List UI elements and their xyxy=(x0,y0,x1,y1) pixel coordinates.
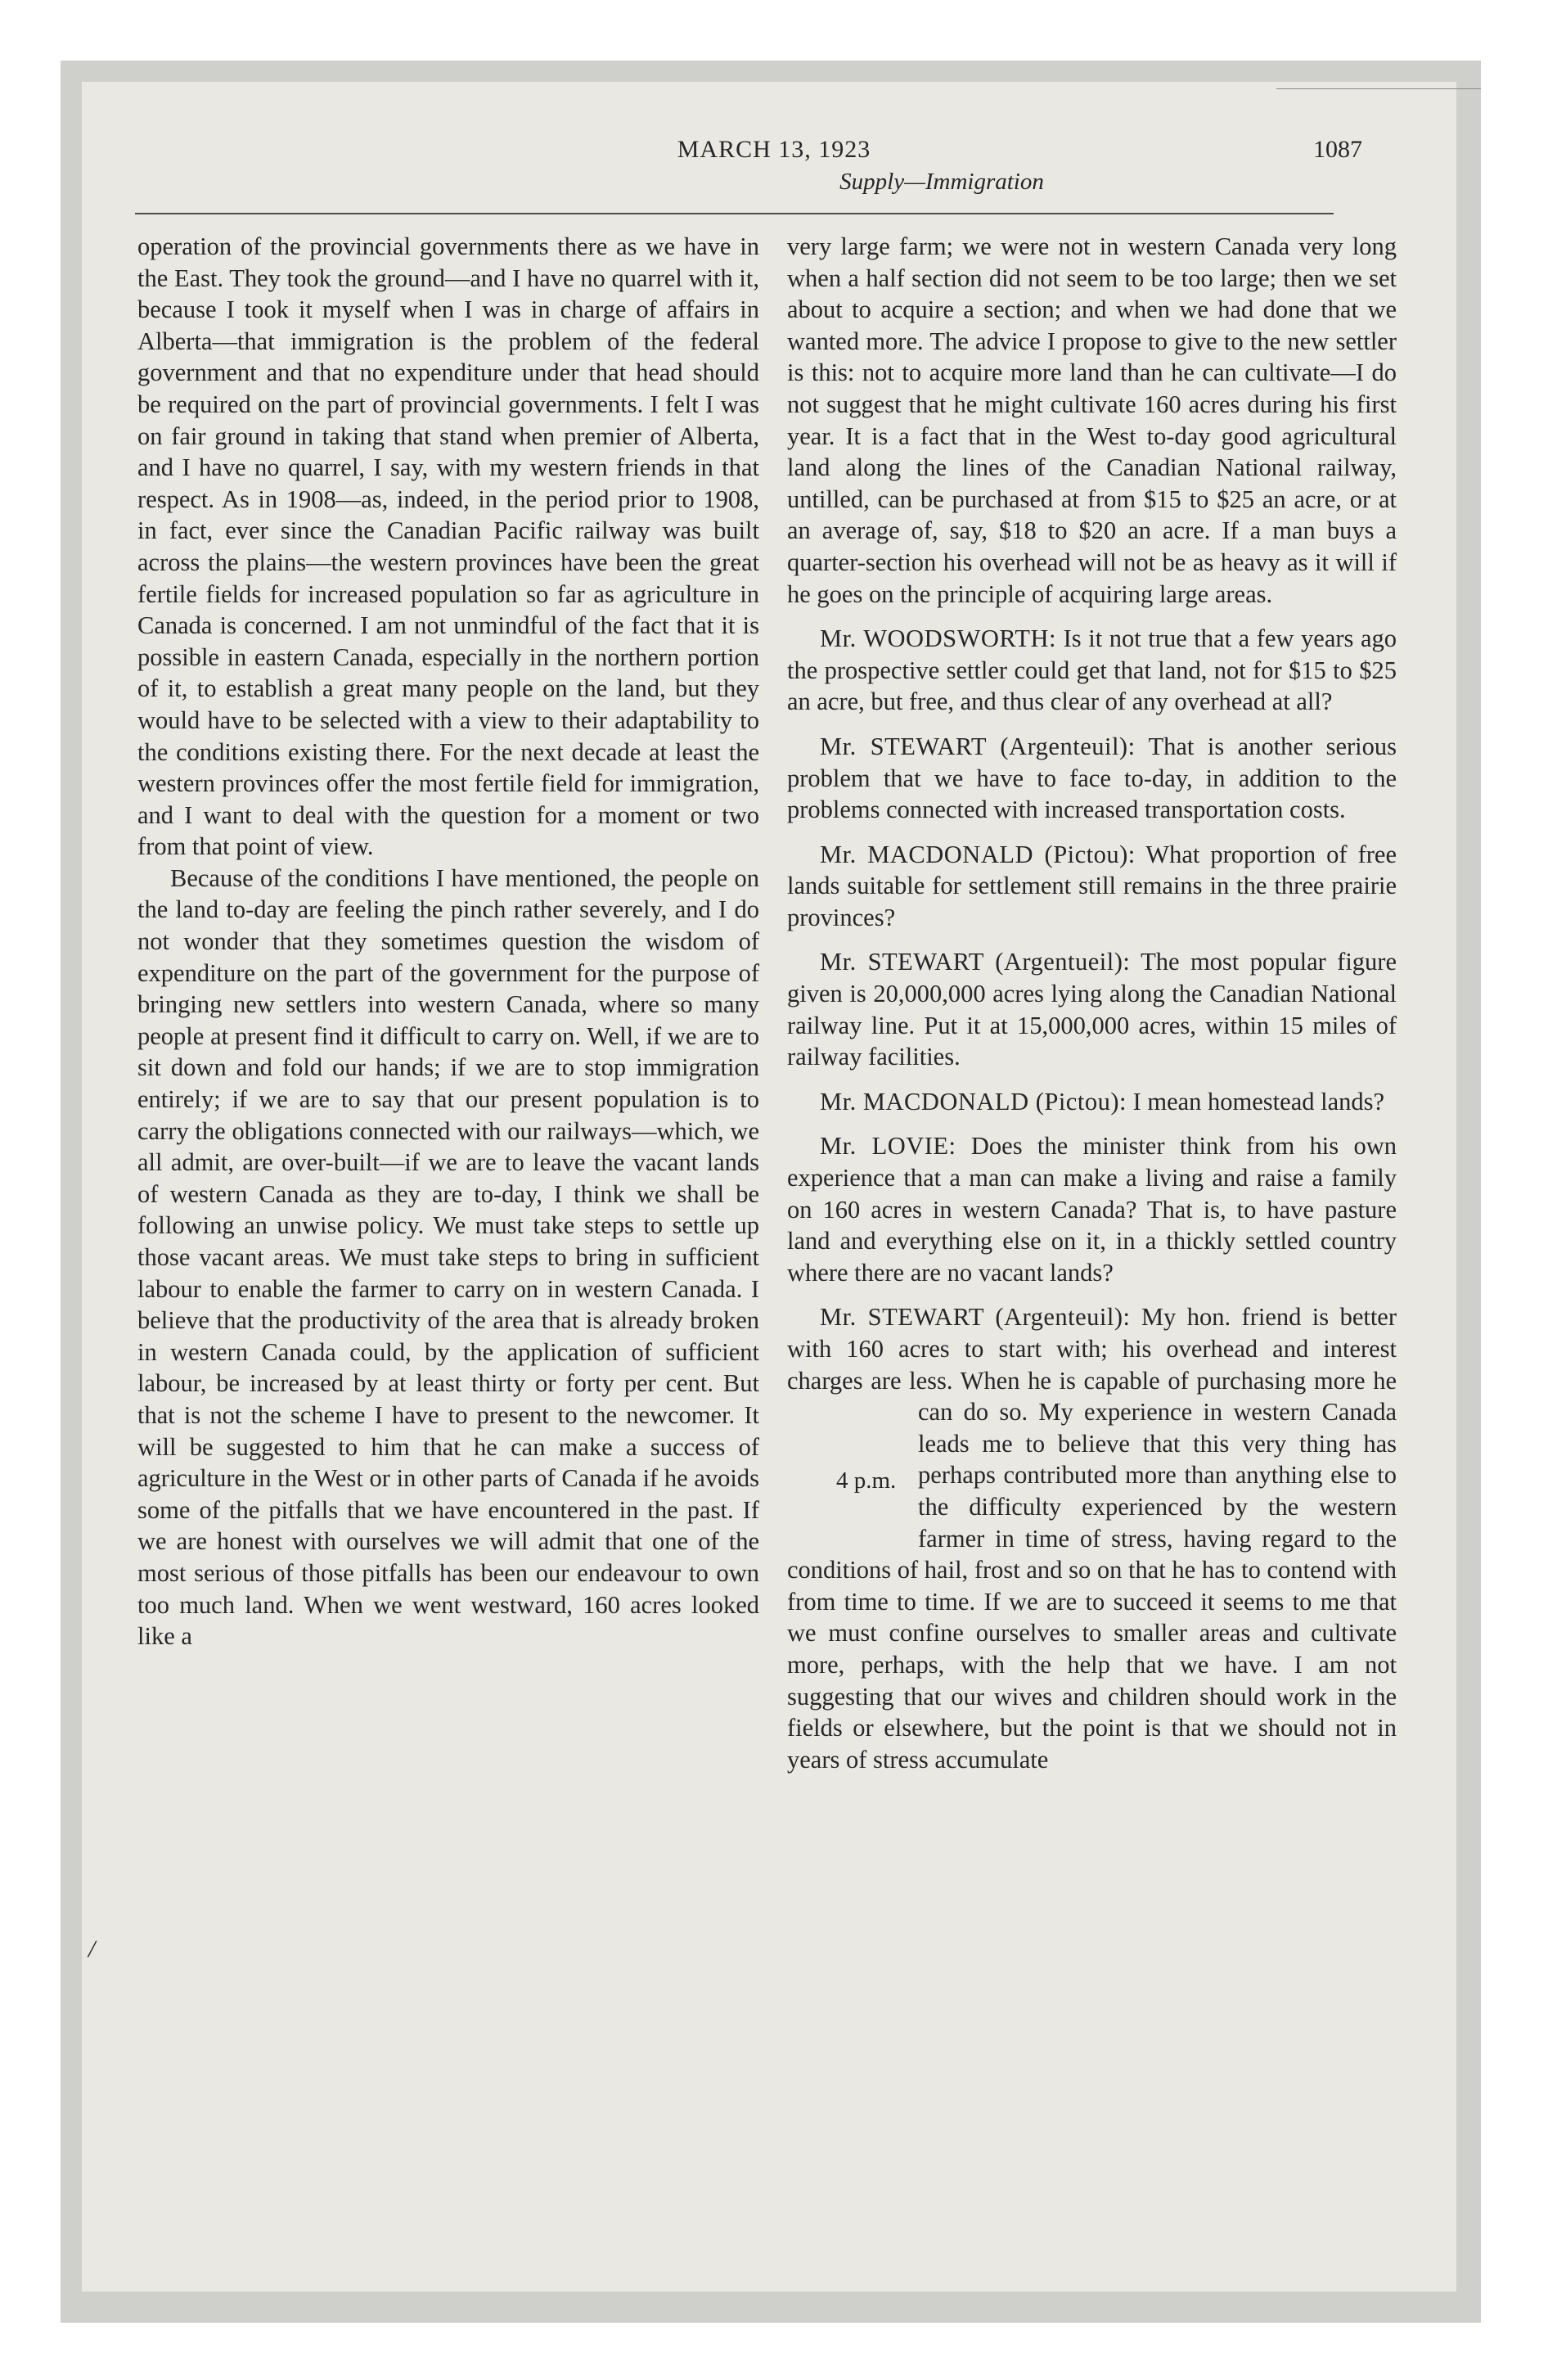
speaker-name: Mr. STEWART (Argentueil): xyxy=(820,948,1131,976)
speaker-name: Mr. LOVIE: xyxy=(820,1132,956,1161)
paragraph: operation of the provincial governments there as we have in the East. They took the ground—and I have no quarrel with it, because I took it myself when I was in charge of affairs in Alberta—that immigration is the problem of the federal government and that no expenditure under that head should be required on the part of provincial governments. I felt I was on fair ground in taking that stand when premier of Alberta, and I have no quarrel, I say, with my western friends in that respect. As in 1908—as, indeed, in the period prior to 1908, in fact, ever since the Canadian Pacific railway was built across the plains—the western provinces have been the great fertile fields for increased population so far as agriculture in Canada is concerned. I am not unmindful of the fact that it is possible in eastern Canada, especially in the northern portion of it, to establish a great many people on the land, but they would have to be selected with a view to their adaptability to the conditions existing there. For the next decade at least the western provinces offer the most fertile field for immigration, and I want to deal with the question for a moment or two from that point of view. xyxy=(137,232,759,861)
speech xyxy=(787,1301,1397,1775)
speech-text: The most popular figure given is 20,000,000 acres lying along the Canadian National railway line. Put it at 15,000,000 acres, within 15 miles of railway facilities. xyxy=(787,948,1397,1071)
paragraph: Because of the conditions I have mentioned, the people on the land to-day are feeling the pinch rather severely, and I do not wonder that they sometimes question the wisdom of expenditure on the part of the government for the purpose of bringing new settlers into western Canada, where so many people at present find it difficult to carry on. Well, if we are to sit down and fold our hands; if we are to stop immigration entirely; if we are to say that our present population is to carry the obligations connected with our railways—which, we all admit, are over-built—if we are to leave the vacant lands of western Canada as they are to-day, I think we shall be following an unwise policy. We must take steps to settle up those vacant areas. We must take steps to bring in sufficient labour to enable the farmer to carry on in western Canada. I believe that the productivity of the area that is already broken in western Canada could, by the application of sufficient labour, be increased by at least thirty or forty per cent. But that is not the scheme I have to present to the newcomer. It will be suggested to him that he can make a success of agriculture in the West or in other parts of Canada if he avoids some of the pitfalls that we have encountered in the past. If we are honest with ourselves we will admit that one of the most serious of those pitfalls has been our endeavour to own too much land. When we went westward, 160 acres looked like a xyxy=(137,863,759,1651)
speech-text: Is it not true that a few years ago the prospective settler could get that land, not for $15 to $25 an acre, but free, and thus clear of any overhead at all? xyxy=(787,624,1397,716)
speech-text: What proportion of free lands suitable for settlement still remains in the three prairie provinces? xyxy=(787,840,1397,931)
header-rule xyxy=(135,213,1334,214)
time-label: 4 p.m. xyxy=(836,1467,897,1494)
speaker-name: Mr. STEWART (Argenteuil): xyxy=(820,1303,1131,1332)
left-column xyxy=(137,231,759,1652)
speaker-name: Mr. MACDONALD (Pictou): xyxy=(820,1087,1127,1116)
speaker-name: Mr. MACDONALD (Pictou): xyxy=(820,840,1136,868)
speech-text: I mean homestead lands? xyxy=(1132,1087,1385,1116)
margin-mark: / xyxy=(88,1936,96,1963)
page-number: 1087 xyxy=(1313,136,1362,163)
speaker-name: Mr. STEWART (Argenteuil): xyxy=(820,732,1136,760)
speaker-name: Mr. WOODSWORTH: xyxy=(820,624,1057,653)
time-marginal-note xyxy=(787,1427,918,1524)
speech-text: leads me to believe that this very thing has perhaps contributed more than anything else to the difficulty experienced by the western farmer in time of stress, having regard to the conditions of hail, frost and so on that he has to contend with from time to time. If we are to succeed it seems to me that we must confine ourselves to smaller areas and cultivate more, perhaps, with the help that we have. I am not suggesting that our wives and children should work in the fields or elsewhere, but the point is that we should not in years of stress accumulate xyxy=(787,1429,1397,1774)
speech xyxy=(787,1130,1397,1288)
speech xyxy=(787,1086,1397,1118)
right-column xyxy=(787,231,1397,1775)
speech xyxy=(787,946,1397,1072)
speech-text: My hon. friend is better with 160 acres to start with; his overhead and interest charges are less. When he is capable of purchasing more he can do so. My experience in western Canada xyxy=(787,1303,1397,1427)
header-subtitle: Supply—Immigration xyxy=(839,169,1044,195)
header-date: MARCH 13, 1923 xyxy=(677,136,871,163)
scan-edge-line xyxy=(1276,88,1481,89)
speech-text: That is another serious problem that we have to face to-day, in addition to the problems connected with increased transportation costs. xyxy=(787,732,1397,824)
speech xyxy=(787,623,1397,718)
speech-text: Does the minister think from his own experience that a man can make a living and raise a family on 160 acres in western Canada? That is, to have pasture land and everything else on it, in a thickly settled country where there are no vacant lands? xyxy=(787,1132,1397,1287)
speech xyxy=(787,731,1397,826)
paragraph: very large farm; we were not in western Canada very long when a half section did not seem to be too large; then we set about to acquire a section; and when we had done that we wanted more. The advice I propose to give to the new settler is this: not to acquire more land than he can cultivate—I do not suggest that he might cultivate 160 acres during his first year. It is a fact that in the West to-day good agricultural land along the lines of the Canadian National railway, untilled, can be purchased at from $15 to $25 an acre, or at an average of, say, $18 to $20 an acre. If a man buys a quarter-section his overhead will not be as heavy as it will if he goes on the principle of acquiring large areas. xyxy=(787,232,1397,608)
speech xyxy=(787,839,1397,934)
